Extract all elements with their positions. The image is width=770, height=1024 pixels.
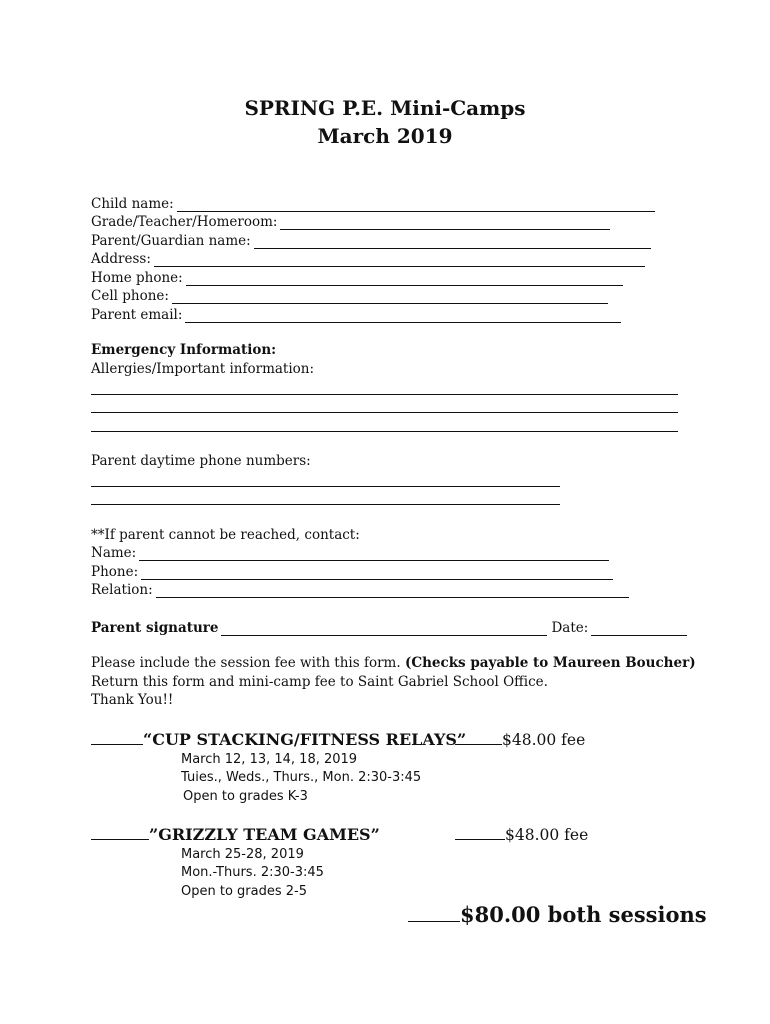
total-checkbox-line[interactable] [408,905,460,922]
session-2-title: ”GRIZZLY TEAM GAMES” [149,825,380,844]
session-1-title: “CUP STACKING/FITNESS RELAYS” [143,730,467,749]
session-2-grades: Open to grades 2-5 [181,884,307,899]
date-label: Date: [551,620,589,636]
alt-relation-field[interactable] [156,584,629,598]
alt-phone-label: Phone: [91,564,139,580]
thank-you-note: Thank You!! [91,692,174,708]
daytime-phone-line-2[interactable] [91,504,560,505]
parent-name-row [91,232,651,249]
grade-field[interactable] [280,216,610,230]
parent-email-row [91,306,621,323]
page-title: SPRING P.E. Mini-Camps [244,96,526,120]
grade-label: Grade/Teacher/Homeroom: [91,214,278,230]
signature-label: Parent signature [91,620,219,636]
total-row [408,902,707,927]
grade-row [91,213,610,230]
session-1-grades: Open to grades K-3 [183,789,308,804]
address-row [91,250,645,267]
emergency-heading: Emergency Information: [91,342,277,358]
session-2-days: Mon.-Thurs. 2:30-3:45 [181,865,324,880]
session-2-fee-line[interactable] [455,827,505,840]
parent-email-field[interactable] [185,309,621,323]
address-field[interactable] [154,253,645,267]
session-1-dates: March 12, 13, 14, 18, 2019 [181,752,358,767]
parent-name-label: Parent/Guardian name: [91,233,251,249]
alt-contact-heading: **If parent cannot be reached, contact: [91,527,360,543]
alt-relation-label: Relation: [91,582,153,598]
session-1-fee-line[interactable] [455,732,502,745]
home-phone-field[interactable] [186,272,623,286]
signature-row [91,619,687,636]
date-field[interactable] [591,622,687,636]
session-2-title-row [91,825,380,844]
parent-name-field[interactable] [254,235,651,249]
child-name-label: Child name: [91,196,174,212]
session-2-checkbox-line[interactable] [91,827,149,840]
session-1-fee: $48.00 fee [502,731,586,749]
alt-phone-field[interactable] [141,566,613,580]
session-1-days: Tuies., Weds., Thurs., Mon. 2:30-3:45 [181,770,422,785]
allergies-line-3[interactable] [91,431,678,432]
signature-field[interactable] [221,622,547,636]
alt-name-label: Name: [91,545,137,561]
daytime-phone-label: Parent daytime phone numbers: [91,453,311,469]
return-note: Return this form and mini-camp fee to Saint Gabriel School Office. [91,674,548,690]
home-phone-label: Home phone: [91,270,183,286]
fee-note-text: Please include the session fee with this form. [91,655,401,671]
session-2-fee: $48.00 fee [505,826,589,844]
alt-phone-row [91,563,613,580]
child-name-row [91,195,655,212]
daytime-phone-line-1[interactable] [91,486,560,487]
parent-email-label: Parent email: [91,307,183,323]
allergies-line-2[interactable] [91,412,678,413]
cell-phone-label: Cell phone: [91,288,169,304]
checks-payable-note: (Checks payable to Maureen Boucher) [404,655,696,671]
allergies-line-1[interactable] [91,394,678,395]
alt-relation-row [91,581,629,598]
home-phone-row [91,269,623,286]
address-label: Address: [91,251,151,267]
session-2-dates: March 25-28, 2019 [181,847,304,862]
total-label: $80.00 both sessions [460,902,707,927]
session-1-fee-row [455,731,585,749]
session-2-fee-row [455,826,588,844]
allergies-label: Allergies/Important information: [91,361,315,377]
cell-phone-field[interactable] [172,290,608,304]
session-1-checkbox-line[interactable] [91,732,143,745]
session-1-title-row [91,730,466,749]
cell-phone-row [91,287,608,304]
alt-name-field[interactable] [139,547,609,561]
fee-note [91,655,696,671]
child-name-field[interactable] [177,198,655,212]
alt-name-row [91,544,609,561]
page-subtitle: March 2019 [317,124,453,148]
